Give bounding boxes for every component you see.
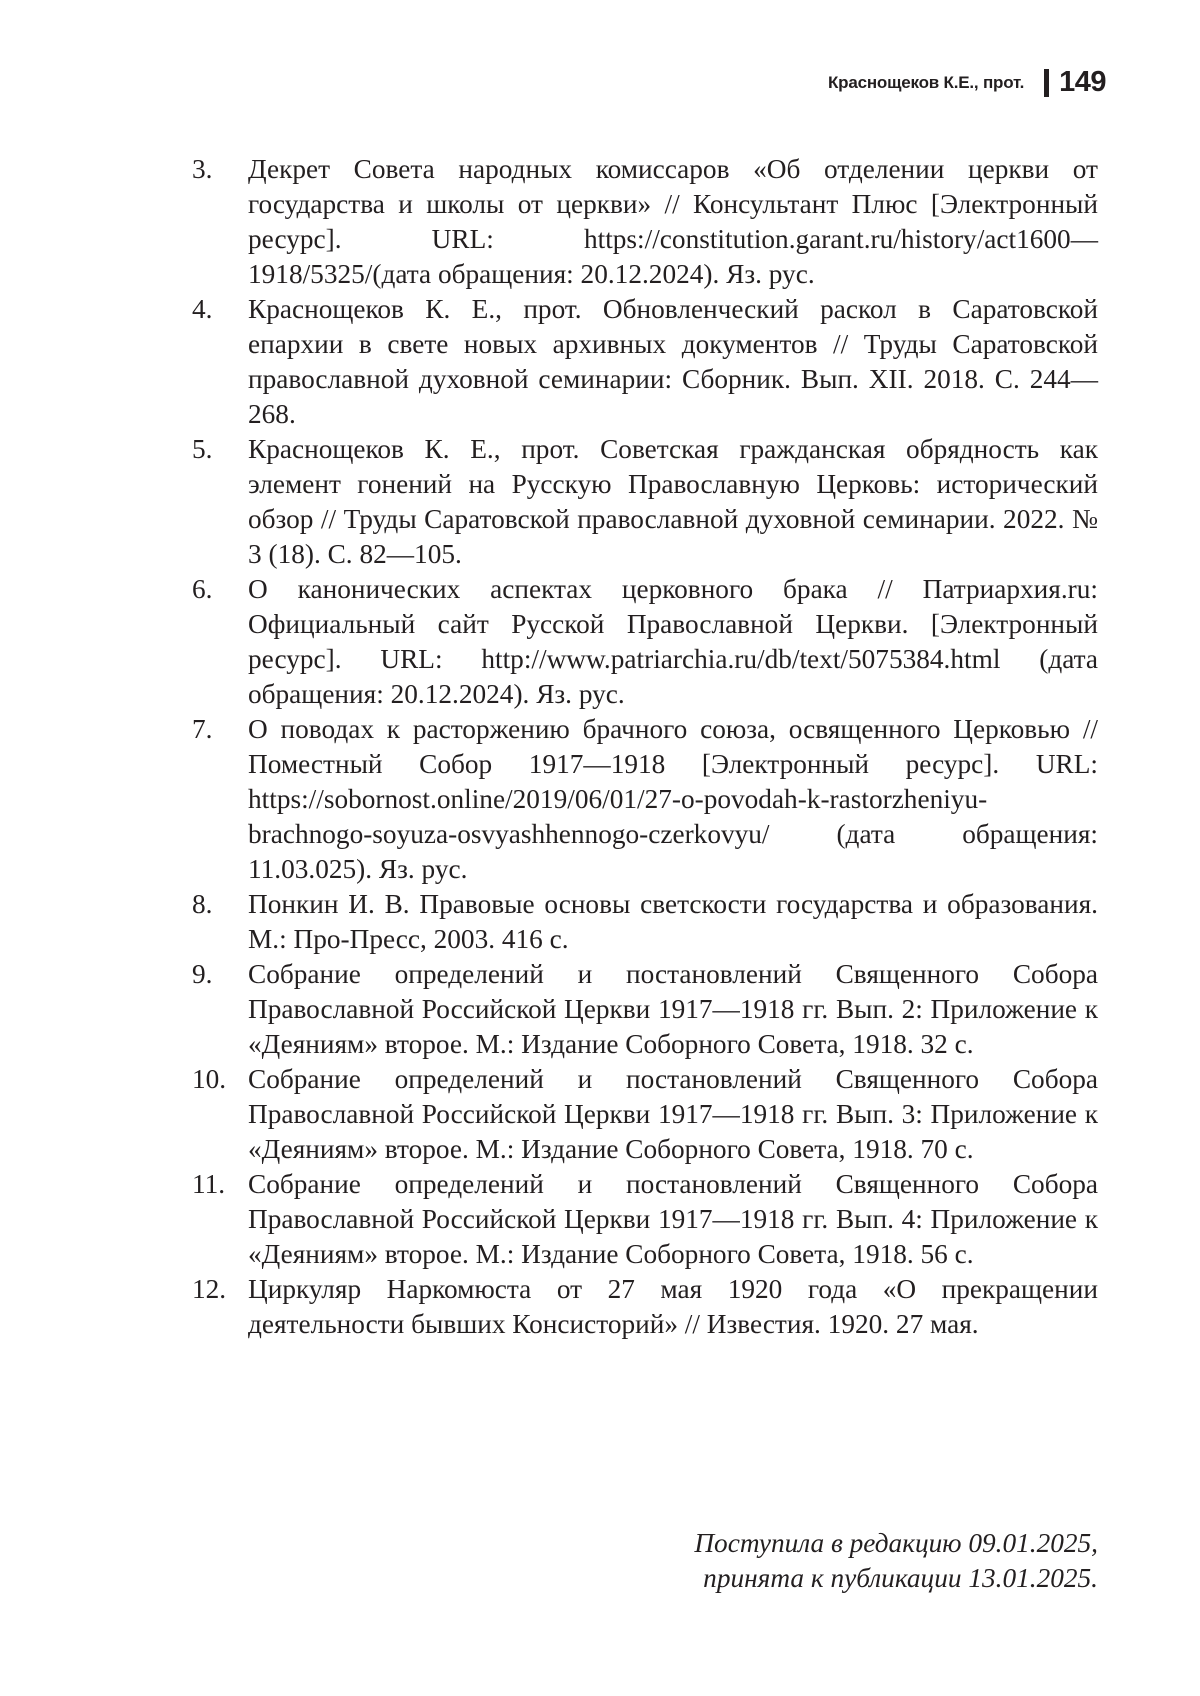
reference-item: [192, 572, 1098, 712]
reference-text: Собрание определений и постановлений Священного Собора Православной Российской Церкви 1917—1918 гг. Вып. 4: Приложение к «Деяниям» второе. М.: Издание Соборного Совета, 1918. 56 с.: [248, 1169, 1098, 1269]
reference-text: О поводах к расторжению брачного союза, освященного Церковью // Поместный Собор 1917—1918 [Электронный ресурс]. URL: https://sobornost.online/2019/06/01/27-o-povodah-​k-rastorzheniyu-brachnogo-soyuza-osvyashhennogo-czerkovyu/ (дата обращения: 11.03.025). Яз. рус.: [248, 714, 1098, 884]
running-head: [828, 66, 1106, 99]
reference-text: Краснощеков К. Е., прот. Обновленческий раскол в Саратовской епархии в свете новых архивных документов // Труды Саратовской православной духовной семинарии: Сборник. Вып. XII. 2018. С. 244—268.: [248, 294, 1098, 429]
reference-item: [192, 1272, 1098, 1342]
reference-text: О канонических аспектах церковного брака // Патриархия.ru: Официальный сайт Русской Православной Церкви. [Электронный ресурс]. URL: http://www.patriarchia.ru/db/text/5075384.​html (дата обращения: 20.12.2024). Яз. рус.: [248, 574, 1098, 709]
reference-number: 11.: [192, 1169, 226, 1199]
reference-number: 12.: [192, 1274, 227, 1304]
reference-number: 7.: [192, 714, 213, 744]
reference-item: [192, 152, 1098, 292]
reference-item: [192, 432, 1098, 572]
reference-item: [192, 887, 1098, 957]
reference-number: 5.: [192, 434, 213, 464]
reference-number: 6.: [192, 574, 213, 604]
reference-number: 4.: [192, 294, 213, 324]
reference-item: [192, 957, 1098, 1062]
reference-text: Краснощеков К. Е., прот. Советская гражданская обрядность как элемент гонений на Русскую Православную Церковь: исторический обзор // Труды Саратовской православной духовной семинарии. 2022. № 3 (18). С. 82—105.: [248, 434, 1098, 569]
reference-item: [192, 1062, 1098, 1167]
reference-list: [192, 152, 1098, 1342]
reference-number: 9.: [192, 959, 213, 989]
accepted-date: принята к публикации 13.01.2025.: [703, 1563, 1098, 1593]
reference-item: [192, 292, 1098, 432]
reference-number: 8.: [192, 889, 213, 919]
reference-item: [192, 1167, 1098, 1272]
reference-number: 10.: [192, 1064, 227, 1094]
running-head-author: Краснощеков К.Е., прот.: [827, 72, 1025, 92]
page-number: 149: [1059, 66, 1106, 98]
running-head-rule: [1044, 69, 1049, 97]
reference-number: 3.: [192, 154, 213, 184]
reference-text: Понкин И. В. Правовые основы светскости государства и образования. М.: Про-Пресс, 2003. 416 с.: [248, 889, 1098, 954]
reference-text: Собрание определений и постановлений Священного Собора Православной Российской Церкви 1917—1918 гг. Вып. 2: Приложение к «Деяниям» второе. М.: Издание Соборного Совета, 1918. 32 с.: [248, 959, 1098, 1059]
reference-text: Циркуляр Наркомюста от 27 мая 1920 года «О прекращении деятельности бывших Консисторий» // Известия. 1920. 27 мая.: [248, 1274, 1098, 1339]
reference-text: Собрание определений и постановлений Священного Собора Православной Российской Церкви 1917—1918 гг. Вып. 3: Приложение к «Деяниям» второе. М.: Издание Соборного Совета, 1918. 70 с.: [248, 1064, 1098, 1164]
reference-item: [192, 712, 1098, 887]
reference-text: Декрет Совета народных комиссаров «Об отделении церкви от государства и школы от церкви» // Консультант Плюс [Электронный ресурс]. URL: https://constitution.garant.​ru/history/act1600—1918/5325/(дата обращения: 20.12.2024). Яз. рус.: [248, 154, 1098, 289]
submission-dates: [694, 1526, 1098, 1596]
received-date: Поступила в редакцию 09.01.2025,: [694, 1528, 1098, 1558]
